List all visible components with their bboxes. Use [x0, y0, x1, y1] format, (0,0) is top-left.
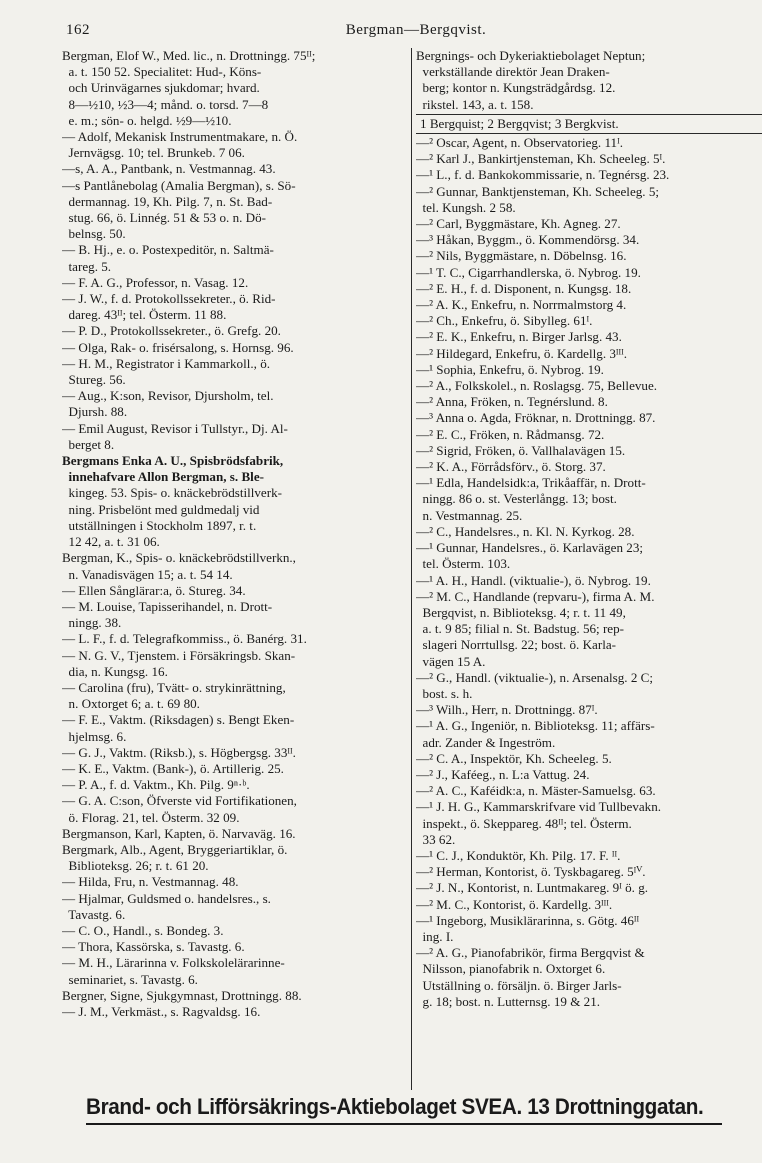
directory-entry-line: verkställande direktör Jean Draken- [416, 64, 610, 80]
directory-entry-line: belnsg. 50. [62, 226, 126, 242]
directory-entry-line: —² Sigrid, Fröken, ö. Vallhalavägen 15. [416, 442, 626, 458]
directory-entry-line: — N. G. V., Tjenstem. i Försäkringsb. Skan- [62, 647, 296, 663]
directory-entry-line: 33 62. [416, 831, 456, 847]
directory-entry-line: och Urinvägarnes sjukdomar; hvard. [62, 80, 260, 96]
directory-entry-line: ning. Prisbelönt med guldmedalj vid [62, 501, 260, 517]
directory-entry-line: — Adolf, Mekanisk Instrumentmakare, n. Ö. [62, 129, 298, 145]
directory-entry-line: ningg. 38. [62, 615, 122, 631]
directory-entry-line: Utställning o. försäljn. ö. Birger Jarls- [416, 977, 622, 993]
directory-entry-line: Bergner, Signe, Sjukgymnast, Drottningg. 88. [62, 987, 302, 1003]
directory-entry-line: Djursh. 88. [62, 404, 128, 420]
directory-entry-line: — K. E., Vaktm. (Bank-), ö. Artillerig. 25. [62, 760, 284, 776]
directory-entry-line: e. m.; sön- o. helgd. ½9—½10. [62, 112, 232, 128]
footer-underline [86, 1123, 722, 1125]
section-rule-bottom [416, 133, 762, 134]
directory-entry-line: n. Vanadisvägen 15; a. t. 54 14. [62, 566, 233, 582]
directory-entry-line: Bergmans Enka A. U., Spisbrödsfabrik, [62, 453, 284, 469]
directory-entry-line: —² Herman, Kontorist, ö. Tyskbagareg. 5ᴵⱽ. [416, 864, 646, 880]
directory-entry-line: g. 18; bost. n. Lutternsg. 19 & 21. [416, 993, 601, 1009]
directory-entry-line: —² Ch., Enkefru, ö. Sibylleg. 61ᴵ. [416, 313, 593, 329]
directory-entry-line: slageri Norrtullsg. 22; bost. ö. Karla- [416, 637, 617, 653]
directory-entry-line: Stureg. 56. [62, 372, 126, 388]
directory-entry-line: —² M. C., Handlande (repvaru-), firma A. M. [416, 588, 655, 604]
directory-entry-line: — L. F., f. d. Telegrafkommiss., ö. Banérg. 31. [62, 631, 307, 647]
directory-entry-line: a. t. 150 52. Specialitet: Hud-, Köns- [62, 64, 262, 80]
directory-entry-line: 8—½10, ½3—4; månd. o. torsd. 7—8 [62, 96, 269, 112]
page-header [66, 22, 726, 46]
directory-entry-line: adr. Zander & Ingeström. [416, 734, 556, 750]
directory-entry-line: — Carolina (fru), Tvätt- o. strykinrättning, [62, 679, 286, 695]
column-divider [411, 48, 412, 1090]
directory-entry-line: Bergman, Elof W., Med. lic., n. Drottningg. 75ᴵᴵ; [62, 48, 316, 63]
right-column-entries [416, 135, 762, 1010]
directory-entry-line: kingeg. 53. Spis- o. knäckebrödstillverk- [62, 485, 283, 501]
directory-entry-line: berget 8. [62, 436, 115, 452]
directory-entry-line: —² C. A., Inspektör, Kh. Scheeleg. 5. [416, 750, 612, 766]
directory-entry-line: — F. A. G., Professor, n. Vasag. 12. [62, 274, 249, 290]
directory-entry-line: — Aug., K:son, Revisor, Djursholm, tel. [62, 388, 274, 404]
directory-entry-line: —¹ T. C., Cigarrhandlerska, ö. Nybrog. 19. [416, 264, 641, 280]
directory-entry-line: —² Carl, Byggmästare, Kh. Agneg. 27. [416, 216, 621, 232]
directory-entry-line: —² J., Kaféeg., n. L:a Vattug. 24. [416, 766, 590, 782]
directory-entry-line: — J. M., Verkmäst., s. Ragvaldsg. 16. [62, 1003, 261, 1019]
directory-entry-line: —² G., Handl. (viktualie-), n. Arsenalsg. 2 C; [416, 669, 654, 685]
section-rule-top [416, 114, 762, 115]
directory-entry-line: —s, A. A., Pantbank, n. Vestmannag. 43. [62, 161, 276, 177]
directory-entry-line: — M. Louise, Tapisserihandel, n. Drott- [62, 598, 273, 614]
directory-entry-line: dia, n. Kungsg. 16. [62, 663, 168, 679]
directory-entry-line: —² E. K., Enkefru, n. Birger Jarlsg. 43. [416, 329, 622, 345]
directory-entry-line: tel. Österm. 103. [416, 556, 511, 572]
directory-entry-line: a. t. 9 85; filial n. St. Badstug. 56; rep- [416, 621, 625, 637]
directory-entry-line: —¹ Ingeborg, Musiklärarinna, s. Götg. 46ᴵᴵ [416, 912, 640, 928]
directory-entry-line: —¹ C. J., Konduktör, Kh. Pilg. 17. F. ᴵᴵ. [416, 847, 621, 863]
directory-entry-line: —² Hildegard, Enkefru, ö. Kardellg. 3ᴵᴵᴵ. [416, 345, 628, 361]
footer-advertisement [86, 1094, 726, 1126]
directory-entry-line: Bergqvist, n. Biblioteksg. 4; r. t. 11 49, [416, 604, 626, 620]
directory-entry-line: rikstel. 143, a. t. 158. [416, 96, 534, 112]
directory-entry-line: —¹ A. H., Handl. (viktualie-), ö. Nybrog. 19. [416, 572, 651, 588]
directory-entry-line: Bergmanson, Karl, Kapten, ö. Narvaväg. 16. [62, 825, 296, 841]
directory-entry-line: —² Anna, Fröken, n. Tegnérslund. 8. [416, 394, 608, 410]
directory-entry-line: tel. Kungsh. 2 58. [416, 199, 516, 215]
directory-entry-line: —² Karl J., Bankirtjensteman, Kh. Scheeleg. 5ᴵ. [416, 151, 666, 167]
directory-entry-line: Jernvägsg. 10; tel. Brunkeb. 7 06. [62, 145, 245, 161]
directory-entry-line: —¹ Gunnar, Handelsres., ö. Karlavägen 23; [416, 540, 644, 556]
running-head: Bergman—Bergqvist. [345, 22, 487, 38]
directory-entry-line: n. Oxtorget 6; a. t. 69 80. [62, 696, 200, 712]
directory-entry-line: —³ Anna o. Agda, Fröknar, n. Drottningg. 87. [416, 410, 656, 426]
directory-entry-line: vägen 15 A. [416, 653, 486, 669]
directory-entry-line: —² C., Handelsres., n. Kl. N. Kyrkog. 28. [416, 523, 635, 539]
directory-entry-line: —² E. H., f. d. Disponent, n. Kungsg. 18. [416, 280, 632, 296]
directory-entry-line: inspekt., ö. Skeppareg. 48ᴵᴵ; tel. Österm. [416, 815, 632, 831]
directory-entry-line: —² Gunnar, Banktjensteman, Kh. Scheeleg. 5; [416, 183, 660, 199]
directory-entry-line: Nilsson, pianofabrik n. Oxtorget 6. [416, 961, 606, 977]
directory-entry-line: — P. D., Protokollssekreter., ö. Grefg. 20. [62, 323, 281, 339]
directory-entry-line: —¹ Sophia, Enkefru, ö. Nybrog. 19. [416, 361, 604, 377]
directory-entry-line: bost. s. h. [416, 685, 473, 701]
directory-entry-line: Bergman, K., Spis- o. knäckebrödstillverkn., [62, 550, 296, 566]
directory-entry-line: —² J. N., Kontorist, n. Luntmakareg. 9ᴵ ö. g. [416, 880, 649, 896]
directory-entry-line: ing. I. [416, 928, 454, 944]
directory-entry-line: —² A., Folkskolel., n. Roslagsg. 75, Bellevue. [416, 378, 658, 394]
directory-entry-line: —² A. C., Kaféidk:a, n. Mäster-Samuelsg. 63. [416, 783, 656, 799]
directory-entry-line: innehafvare Allon Bergman, s. Ble- [62, 469, 264, 485]
directory-entry-line: —² Nils, Byggmästare, n. Döbelnsg. 16. [416, 248, 627, 264]
directory-entry-line: — Hilda, Fru, n. Vestmannag. 48. [62, 874, 239, 890]
directory-entry-line: — Olga, Rak- o. frisérsalong, s. Hornsg. 96. [62, 339, 294, 355]
directory-entry-line: —² Oscar, Agent, n. Observatorieg. 11ᴵ. [416, 135, 623, 151]
directory-entry-line: stug. 66, ö. Linnég. 51 & 53 o. n. Dö- [62, 210, 267, 226]
directory-entry-line: n. Vestmannag. 25. [416, 507, 523, 523]
directory-entry-line: —² A. G., Pianofabrikör, firma Bergqvist & [416, 945, 645, 961]
directory-entry-line: Bergnings- och Dykeriaktiebolaget Neptun; [416, 48, 646, 63]
directory-entry-line: dareg. 43ᴵᴵ; tel. Österm. 11 88. [62, 307, 227, 323]
footer-advertisement-text: Brand- och Lifförsäkrings-Aktiebolaget SVEA. 13 Drottninggatan. [86, 1094, 704, 1119]
right-column [416, 48, 762, 1010]
directory-entry-line: —³ Håkan, Byggm., ö. Kommendörsg. 34. [416, 232, 640, 248]
directory-entry-line: — Thora, Kassörska, s. Tavastg. 6. [62, 939, 245, 955]
page-number: 162 [66, 22, 90, 38]
directory-entry-line: —¹ A. G., Ingeniör, n. Biblioteksg. 11; affärs- [416, 718, 655, 734]
directory-entry-line: — B. Hj., e. o. Postexpeditör, n. Saltmä- [62, 242, 274, 258]
directory-entry-line: — H. M., Registrator i Kammarkoll., ö. [62, 355, 271, 371]
directory-entry-line: Biblioteksg. 26; r. t. 61 20. [62, 858, 209, 874]
directory-entry-line: — G. A. C:son, Öfverste vid Fortifikationen, [62, 793, 297, 809]
directory-entry-line: —¹ J. H. G., Kammarskrifvare vid Tullbevakn. [416, 799, 662, 815]
left-column [62, 48, 410, 1020]
directory-entry-line: —¹ L., f. d. Bankokommissarie, n. Tegnérsg. 23. [416, 167, 670, 183]
directory-entry-line: —³ Wilh., Herr, n. Drottningg. 87ᴵ. [416, 702, 598, 718]
directory-entry-line: Bergmark, Alb., Agent, Bryggeriartiklar, ö. [62, 841, 288, 857]
directory-entry-line: 12 42, a. t. 31 06. [62, 534, 160, 550]
directory-entry-line: —s Pantlånebolag (Amalia Bergman), s. Sö- [62, 177, 296, 193]
directory-entry-line: —² A. K., Enkefru, n. Norrmalmstorg 4. [416, 297, 627, 313]
directory-entry-line: dermannag. 19, Kh. Pilg. 7, n. St. Bad- [62, 193, 273, 209]
directory-entry-line: — Ellen Sånglärar:a, ö. Stureg. 34. [62, 582, 246, 598]
directory-entry-line: — M. H., Lärarinna v. Folkskolelärarinne- [62, 955, 285, 971]
directory-entry-line: —² M. C., Kontorist, ö. Kardellg. 3ᴵᴵᴵ. [416, 896, 613, 912]
directory-entry-line: ningg. 86 o. st. Vesterlångg. 13; bost. [416, 491, 617, 507]
directory-entry-line: Tavastg. 6. [62, 906, 126, 922]
directory-entry-line: —² E. C., Fröken, n. Rådmansg. 72. [416, 426, 605, 442]
directory-entry-line: — C. O., Handl., s. Bondeg. 3. [62, 922, 224, 938]
directory-entry-line: — J. W., f. d. Protokollssekreter., ö. Rid- [62, 291, 276, 307]
directory-entry-line: ö. Florag. 21, tel. Österm. 32 09. [62, 809, 240, 825]
directory-entry-line: — P. A., f. d. Vaktm., Kh. Pilg. 9ⁿ·ᵇ. [62, 777, 250, 793]
directory-entry-line: seminariet, s. Tavastg. 6. [62, 971, 198, 987]
directory-entry-line: berg; kontor n. Kungsträdgårdsg. 12. [416, 80, 616, 96]
directory-entry-line: tareg. 5. [62, 258, 112, 274]
right-column-top-entry [416, 48, 762, 113]
directory-entry-line: —² K. A., Förrådsförv., ö. Storg. 37. [416, 459, 606, 475]
directory-entry-line: — F. E., Vaktm. (Riksdagen) s. Bengt Eken- [62, 712, 295, 728]
surname-variants-heading: 1 Bergquist; 2 Bergqvist; 3 Bergkvist. [420, 115, 619, 131]
directory-entry-line: —¹ Edla, Handelsidk:a, Trikåaffär, n. Drott- [416, 475, 646, 491]
directory-entry-line: — Hjalmar, Guldsmed o. handelsres., s. [62, 890, 271, 906]
directory-entry-line: — Emil August, Revisor i Tullstyr., Dj. Al- [62, 420, 288, 436]
directory-entry-line: — G. J., Vaktm. (Riksb.), s. Högbergsg. 33ᴵᴵ. [62, 744, 296, 760]
directory-entry-line: utställningen i Stockholm 1897, r. t. [62, 517, 257, 533]
directory-entry-line: hjelmsg. 6. [62, 728, 127, 744]
